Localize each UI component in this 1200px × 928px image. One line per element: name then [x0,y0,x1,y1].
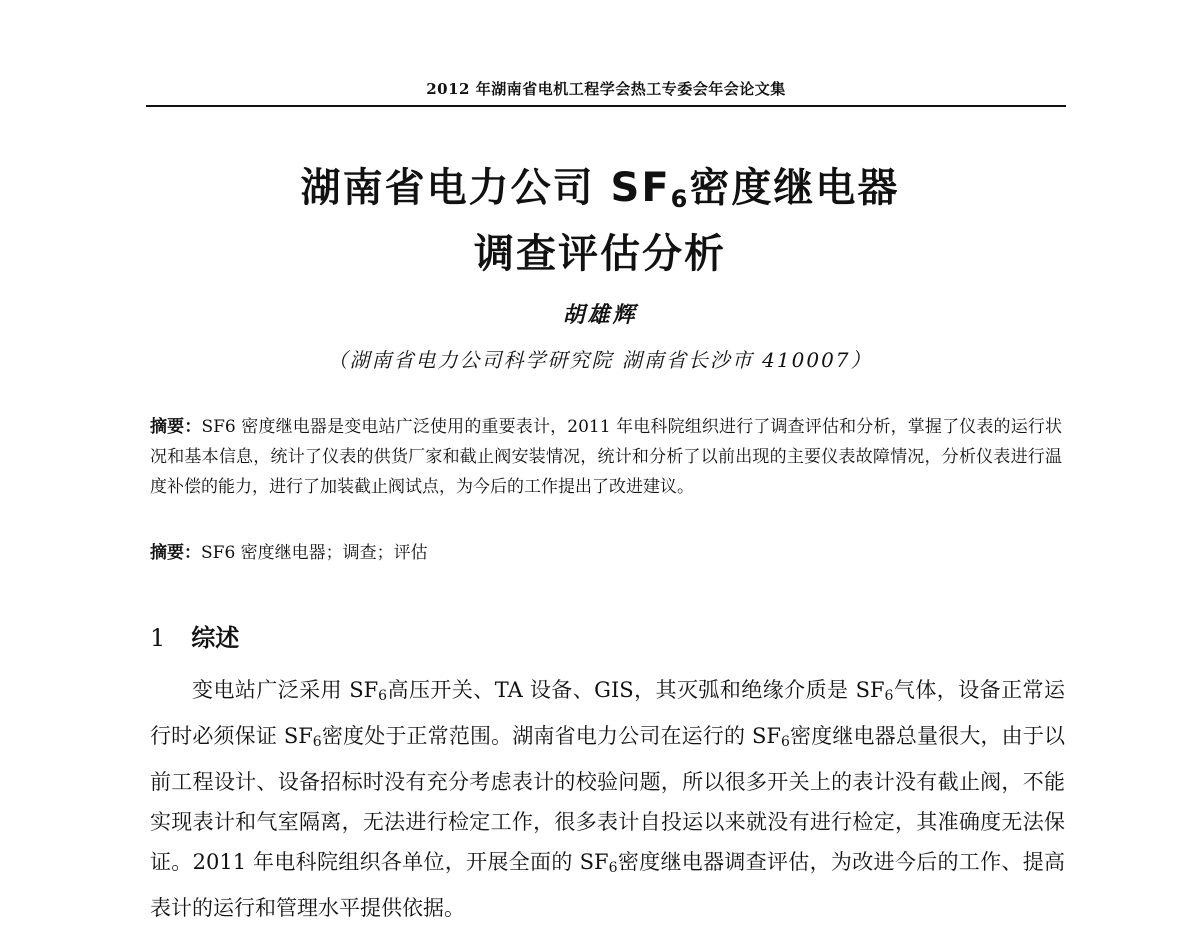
author-affiliation: （湖南省电力公司科学研究院 湖南省长沙市 410007） [327,348,873,372]
keywords [150,538,1062,568]
section-number: 1 [150,624,166,652]
body-text-6: 密度继电器调查评估，为改进今后的工作、提高表计的运行和管理水平提供依据。 [150,850,1066,920]
body-text-1: 变电站广泛采用 SF [192,678,379,702]
title-text-b: 密度继电器 [689,165,900,211]
body-text-2: 高压开关、TA 设备、GIS，其灭弧和绝缘介质是 SF [387,678,885,702]
abstract-text: SF6 密度继电器是变电站广泛使用的重要表计，2011 年电科院组织进行了调查评估和分析，掌握了仪表的运行状况和基本信息，统计了仪表的供货厂家和截止阀安装情况，统计和分析了以前出现的主要仪表故障情况，分析仪表进行温度补偿的能力，进行了加装截止阀试点，为今后的工作提出了改进建议。 [150,417,1063,497]
keywords-label: 摘要： [150,543,201,563]
running-header: 2012 年湖南省电机工程学会热工专委会年会论文集 [426,80,786,98]
abstract-label: 摘要： [150,417,202,437]
abstract [150,412,1062,502]
body-text-5: 密度继电器总量很大，由于以前工程设计、设备招标时没有充分考虑表计的校验问题，所以很多开关上的表计没有截止阀，不能实现表计和气室隔离，无法进行检定工作，很多表计自投运以来就没有进行检定，其准确度无法保证。2011 年电科院组织各单位，开展全面的 SF [150,724,1065,874]
paper-title-line2: 调查评估分析 [474,231,726,277]
body-sub-1: 6 [378,688,388,704]
title-subscript: 6 [670,185,690,213]
author-name: 胡雄辉 [562,302,638,328]
body-sub-5: 6 [608,860,618,876]
body-text-4: 密度处于正常范围。湖南省电力公司在运行的 SF [321,724,781,748]
header-rule [146,105,1066,107]
paper-title-line1 [0,156,1200,213]
body-text-3: 气体，设备正常运行时必须保证 SF [150,678,1065,748]
title-text-a: 湖南省电力公司 SF [300,165,671,211]
keywords-text: SF6 密度继电器；调查；评估 [201,543,428,563]
section-heading [150,618,239,653]
body-sub-3: 6 [312,734,322,750]
body-paragraph [150,670,1065,928]
section-title: 综述 [191,624,240,652]
body-sub-4: 6 [780,734,790,750]
body-sub-2: 6 [884,688,894,704]
